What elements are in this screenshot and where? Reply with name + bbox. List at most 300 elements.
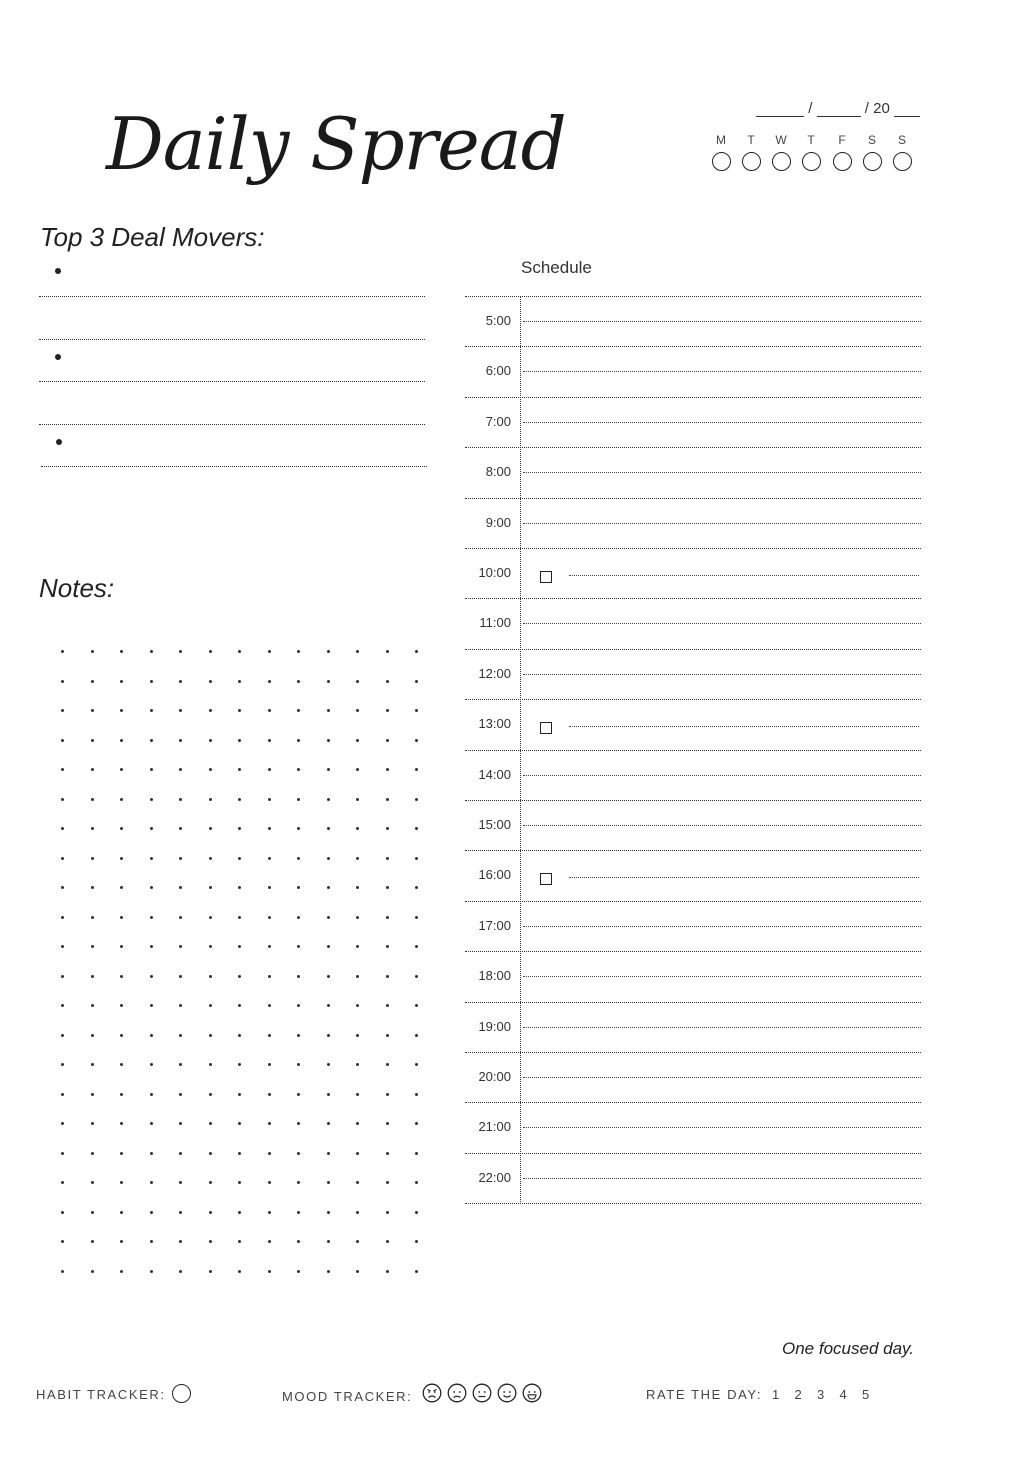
grid-dot [356, 916, 359, 919]
grid-dot [91, 857, 94, 860]
grid-dot [327, 1093, 330, 1096]
weekday-letter: F [838, 133, 846, 147]
grid-dot [327, 798, 330, 801]
grid-dot [238, 709, 241, 712]
date-blank-month[interactable] [756, 102, 804, 117]
grid-dot [120, 945, 123, 948]
grid-dot [150, 945, 153, 948]
grid-dot [386, 1211, 389, 1214]
task-line[interactable] [569, 726, 919, 727]
weekday-2[interactable] [768, 133, 794, 171]
grid-dot [297, 827, 300, 830]
grid-dot [120, 680, 123, 683]
schedule-row-line [465, 800, 921, 801]
grid-dot [415, 1152, 418, 1155]
grid-dot [415, 1240, 418, 1243]
grid-dot [415, 1063, 418, 1066]
grid-dot [91, 1240, 94, 1243]
grid-dot [386, 1004, 389, 1007]
weekday-circle[interactable] [893, 152, 912, 171]
grid-dot [356, 827, 359, 830]
grid-dot [150, 1152, 153, 1155]
task-checkbox[interactable] [540, 722, 552, 734]
hour-writing-line[interactable] [523, 1077, 921, 1078]
grid-dot [209, 1093, 212, 1096]
grid-dot [268, 857, 271, 860]
grid-dot [150, 857, 153, 860]
grin-face-icon[interactable] [522, 1383, 542, 1403]
grid-dot [356, 857, 359, 860]
hour-writing-line[interactable] [523, 422, 921, 423]
grid-dot [91, 1063, 94, 1066]
mood-tracker [422, 1383, 547, 1403]
hour-writing-line[interactable] [523, 976, 921, 977]
grid-dot [415, 975, 418, 978]
grid-dot [150, 1122, 153, 1125]
grid-dot [356, 1270, 359, 1273]
hour-label: 10:00 [478, 565, 511, 580]
hour-label: 13:00 [478, 716, 511, 732]
date-year-prefix: 20 [873, 100, 890, 117]
grid-dot [209, 975, 212, 978]
schedule-row-line [465, 548, 921, 549]
schedule-heading: Schedule [521, 258, 592, 277]
schedule-row-line [465, 1002, 921, 1003]
weekday-0[interactable] [708, 133, 734, 171]
hour-label: 9:00 [485, 514, 511, 530]
grid-dot [386, 1152, 389, 1155]
hour-label: 21:00 [478, 1119, 511, 1135]
grid-dot [238, 975, 241, 978]
schedule-row-line [465, 699, 921, 700]
grid-dot [91, 739, 94, 742]
hour-writing-line[interactable] [523, 775, 921, 776]
grid-dot [209, 1004, 212, 1007]
schedule-row-line [465, 850, 921, 851]
hour-label: 19:00 [478, 1018, 511, 1034]
hour-writing-line[interactable] [523, 825, 921, 826]
grid-dot [297, 1240, 300, 1243]
grid-dot [120, 857, 123, 860]
weekday-5[interactable] [859, 133, 885, 171]
task-checkbox[interactable] [540, 571, 552, 583]
habit-tracker-circle[interactable] [172, 1384, 191, 1403]
grid-dot [120, 1152, 123, 1155]
grid-dot [327, 1240, 330, 1243]
writing-line[interactable] [39, 424, 425, 425]
grid-dot [356, 768, 359, 771]
hour-writing-line[interactable] [523, 321, 921, 322]
grid-dot [297, 916, 300, 919]
hour-writing-line[interactable] [523, 523, 921, 524]
weekday-3[interactable] [798, 133, 824, 171]
grid-dot [386, 1063, 389, 1066]
grid-dot [91, 650, 94, 653]
grid-dot [209, 1063, 212, 1066]
grid-dot [120, 827, 123, 830]
schedule-row-line [465, 447, 921, 448]
task-line[interactable] [569, 877, 919, 878]
grid-dot [386, 739, 389, 742]
schedule-row-line [465, 750, 921, 751]
writing-line[interactable] [39, 296, 425, 297]
grid-dot [356, 1181, 359, 1184]
grid-dot [268, 1063, 271, 1066]
grid-dot [327, 1152, 330, 1155]
grid-dot [150, 709, 153, 712]
grid-dot [297, 1270, 300, 1273]
hour-writing-line[interactable] [523, 674, 921, 675]
grid-dot [120, 1063, 123, 1066]
grid-dot [61, 709, 64, 712]
grid-dot [120, 739, 123, 742]
grid-dot [268, 1093, 271, 1096]
grid-dot [179, 916, 182, 919]
grid-dot [209, 886, 212, 889]
grid-dot [327, 1004, 330, 1007]
grid-dot [179, 1004, 182, 1007]
grid-dot [179, 1152, 182, 1155]
grid-dot [61, 739, 64, 742]
grid-dot [356, 1122, 359, 1125]
weekday-circle[interactable] [772, 152, 791, 171]
grid-dot [179, 798, 182, 801]
grid-dot [61, 1211, 64, 1214]
weekday-6[interactable] [889, 133, 915, 171]
weekday-4[interactable] [829, 133, 855, 171]
hour-writing-line[interactable] [523, 1027, 921, 1028]
writing-line[interactable] [39, 339, 425, 340]
grid-dot [297, 975, 300, 978]
grid-dot [297, 1063, 300, 1066]
hour-writing-line[interactable] [523, 1127, 921, 1128]
grid-dot [120, 798, 123, 801]
grid-dot [179, 1034, 182, 1037]
grid-dot [150, 1211, 153, 1214]
grid-dot [61, 1063, 64, 1066]
hour-label: 12:00 [478, 665, 511, 681]
grid-dot [150, 975, 153, 978]
grid-dot [238, 680, 241, 683]
grid-dot [386, 709, 389, 712]
weekday-circle[interactable] [833, 152, 852, 171]
grid-dot [61, 1034, 64, 1037]
grid-dot [150, 886, 153, 889]
notes-heading: Notes: [39, 573, 115, 603]
grid-dot [179, 1063, 182, 1066]
hour-label: 6:00 [485, 363, 511, 379]
grid-dot [297, 798, 300, 801]
date-separator: / [864, 100, 869, 117]
grid-dot [238, 1004, 241, 1007]
grid-dot [209, 857, 212, 860]
grid-dot [386, 886, 389, 889]
hour-writing-line[interactable] [523, 1178, 921, 1179]
grid-dot [268, 1152, 271, 1155]
grid-dot [61, 857, 64, 860]
schedule-row-line [465, 498, 921, 499]
grid-dot [327, 945, 330, 948]
hour-label: 16:00 [478, 867, 511, 883]
grid-dot [179, 1211, 182, 1214]
hour-label: 7:00 [485, 413, 511, 429]
grid-dot [209, 1270, 212, 1273]
grid-dot [415, 1270, 418, 1273]
angry-face-icon[interactable] [422, 1383, 442, 1403]
grid-dot [356, 1004, 359, 1007]
grid-dot [150, 1093, 153, 1096]
date-blank-year[interactable] [894, 102, 920, 117]
grid-dot [120, 1211, 123, 1214]
grid-dot [238, 1034, 241, 1037]
grid-dot [415, 857, 418, 860]
hour-writing-line[interactable] [523, 926, 921, 927]
grid-dot [91, 798, 94, 801]
grid-dot [238, 945, 241, 948]
grid-dot [386, 798, 389, 801]
grid-dot [179, 827, 182, 830]
grid-dot [209, 798, 212, 801]
grid-dot [91, 709, 94, 712]
grid-dot [356, 1093, 359, 1096]
weekday-letter: T [747, 133, 755, 147]
grid-dot [179, 768, 182, 771]
grid-dot [386, 975, 389, 978]
grid-dot [238, 1240, 241, 1243]
grid-dot [297, 1122, 300, 1125]
grid-dot [179, 650, 182, 653]
grid-dot [238, 1181, 241, 1184]
grid-dot [268, 650, 271, 653]
grid-dot [238, 827, 241, 830]
habit-tracker-label: HABIT TRACKER: [36, 1387, 166, 1402]
page-title: Daily Spread [106, 102, 566, 186]
grid-dot [238, 1093, 241, 1096]
grid-dot [179, 739, 182, 742]
grid-dot [268, 739, 271, 742]
grid-dot [238, 739, 241, 742]
grid-dot [61, 1240, 64, 1243]
grid-dot [297, 709, 300, 712]
grid-dot [61, 650, 64, 653]
grid-dot [120, 768, 123, 771]
grid-dot [327, 650, 330, 653]
grid-dot [120, 975, 123, 978]
grid-dot [209, 827, 212, 830]
grid-dot [238, 768, 241, 771]
grid-dot [61, 1270, 64, 1273]
grid-dot [415, 916, 418, 919]
schedule-row-line [465, 901, 921, 902]
grid-dot [61, 1093, 64, 1096]
grid-dot [327, 975, 330, 978]
writing-line[interactable] [39, 381, 425, 382]
hour-label: 20:00 [478, 1069, 511, 1084]
grid-dot [268, 975, 271, 978]
grid-dot [91, 1122, 94, 1125]
notes-dot-grid[interactable] [52, 641, 432, 1291]
grid-dot [386, 916, 389, 919]
grid-dot [61, 1004, 64, 1007]
hour-label: 8:00 [485, 464, 511, 480]
hour-writing-line[interactable] [523, 472, 921, 473]
grid-dot [61, 827, 64, 830]
schedule-row-line [465, 1203, 921, 1204]
grid-dot [120, 1004, 123, 1007]
weekday-circle[interactable] [742, 152, 761, 171]
task-checkbox[interactable] [540, 873, 552, 885]
grid-dot [415, 1211, 418, 1214]
grid-dot [297, 650, 300, 653]
grid-dot [120, 1270, 123, 1273]
grid-dot [209, 1152, 212, 1155]
grid-dot [150, 650, 153, 653]
grid-dot [268, 709, 271, 712]
grid-dot [91, 1152, 94, 1155]
grid-dot [238, 857, 241, 860]
sad-face-icon[interactable] [447, 1383, 467, 1403]
grid-dot [268, 1240, 271, 1243]
schedule-row-line [465, 1153, 921, 1154]
rate-option-3[interactable]: 3 [817, 1387, 825, 1402]
grid-dot [297, 1152, 300, 1155]
grid-dot [415, 945, 418, 948]
grid-dot [120, 1240, 123, 1243]
grid-dot [91, 886, 94, 889]
weekday-circle[interactable] [802, 152, 821, 171]
bullet-icon [56, 439, 62, 445]
grid-dot [386, 945, 389, 948]
rate-option-5[interactable]: 5 [862, 1387, 870, 1402]
mood-tracker-label: MOOD TRACKER: [282, 1389, 413, 1404]
grid-dot [415, 680, 418, 683]
grid-dot [91, 1211, 94, 1214]
grid-dot [209, 650, 212, 653]
grid-dot [415, 768, 418, 771]
grid-dot [238, 1152, 241, 1155]
grid-dot [415, 886, 418, 889]
grid-dot [297, 1181, 300, 1184]
rate-option-2[interactable]: 2 [794, 1387, 802, 1402]
grid-dot [238, 1122, 241, 1125]
grid-dot [327, 680, 330, 683]
grid-dot [61, 886, 64, 889]
grid-dot [120, 1093, 123, 1096]
schedule-row-line [465, 1102, 921, 1103]
grid-dot [179, 1122, 182, 1125]
grid-dot [415, 1004, 418, 1007]
grid-dot [268, 916, 271, 919]
grid-dot [238, 916, 241, 919]
writing-line[interactable] [41, 466, 427, 467]
grid-dot [268, 827, 271, 830]
grid-dot [179, 886, 182, 889]
grid-dot [91, 916, 94, 919]
grid-dot [91, 768, 94, 771]
grid-dot [386, 1034, 389, 1037]
grid-dot [327, 916, 330, 919]
grid-dot [356, 1211, 359, 1214]
grid-dot [91, 827, 94, 830]
grid-dot [91, 1004, 94, 1007]
grid-dot [150, 680, 153, 683]
date-blank-day[interactable] [817, 102, 861, 117]
grid-dot [120, 709, 123, 712]
grid-dot [238, 1063, 241, 1066]
grid-dot [150, 1034, 153, 1037]
grid-dot [297, 886, 300, 889]
hour-label: 22:00 [478, 1169, 511, 1185]
grid-dot [238, 1211, 241, 1214]
schedule-row-line [465, 951, 921, 952]
task-line[interactable] [569, 575, 919, 576]
grid-dot [150, 1181, 153, 1184]
weekday-letter: S [867, 133, 876, 147]
grid-dot [415, 1122, 418, 1125]
grid-dot [268, 680, 271, 683]
weekday-circle[interactable] [863, 152, 882, 171]
hour-writing-line[interactable] [523, 623, 921, 624]
grid-dot [150, 1240, 153, 1243]
grid-dot [120, 1034, 123, 1037]
grid-dot [61, 916, 64, 919]
grid-dot [415, 798, 418, 801]
hour-label: 17:00 [478, 917, 511, 933]
grid-dot [386, 1093, 389, 1096]
grid-dot [120, 886, 123, 889]
grid-dot [356, 1034, 359, 1037]
grid-dot [327, 709, 330, 712]
grid-dot [297, 768, 300, 771]
schedule-row-line [465, 397, 921, 398]
weekday-1[interactable] [738, 133, 764, 171]
rate-option-1[interactable]: 1 [772, 1387, 780, 1402]
rate-the-day-label: RATE THE DAY: [646, 1387, 763, 1402]
hour-label: 15:00 [478, 817, 511, 832]
weekday-circle[interactable] [712, 152, 731, 171]
grid-dot [415, 1034, 418, 1037]
bullet-icon [55, 354, 61, 360]
rate-option-4[interactable]: 4 [839, 1387, 847, 1402]
grid-dot [91, 1093, 94, 1096]
grid-dot [120, 1181, 123, 1184]
grid-dot [356, 1240, 359, 1243]
grid-dot [386, 827, 389, 830]
grid-dot [327, 1211, 330, 1214]
rate-the-day-options [772, 1386, 885, 1404]
grid-dot [297, 1093, 300, 1096]
smile-face-icon[interactable] [497, 1383, 517, 1403]
grid-dot [268, 768, 271, 771]
hour-label: 18:00 [478, 968, 511, 984]
neutral-face-icon[interactable] [472, 1383, 492, 1403]
grid-dot [150, 739, 153, 742]
grid-dot [268, 1004, 271, 1007]
grid-dot [327, 1270, 330, 1273]
grid-dot [91, 945, 94, 948]
grid-dot [61, 975, 64, 978]
grid-dot [150, 1063, 153, 1066]
grid-dot [238, 798, 241, 801]
grid-dot [327, 1034, 330, 1037]
date-line[interactable] [700, 100, 920, 117]
grid-dot [327, 1181, 330, 1184]
schedule-row-line [465, 346, 921, 347]
hour-writing-line[interactable] [523, 371, 921, 372]
grid-dot [356, 709, 359, 712]
grid-dot [120, 1122, 123, 1125]
grid-dot [150, 916, 153, 919]
